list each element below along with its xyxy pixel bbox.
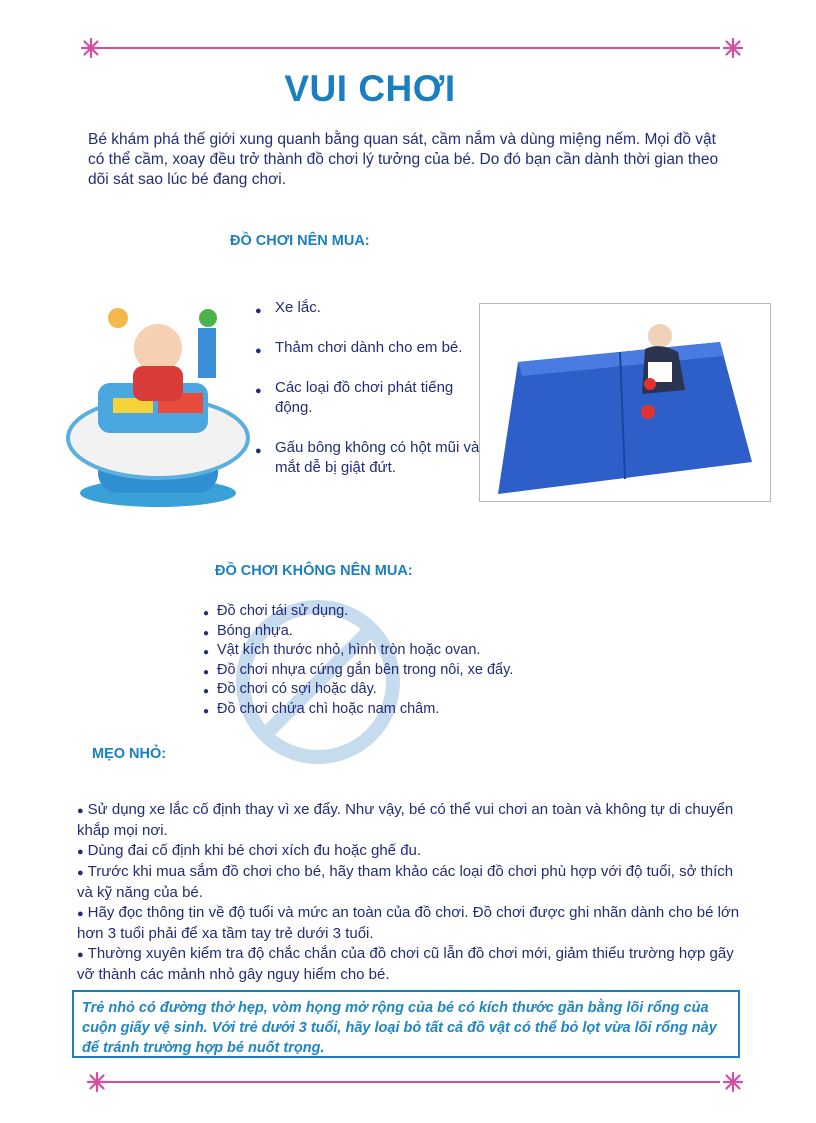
list-item: ● Xe lắc. — [255, 298, 480, 318]
flower-icon — [86, 1071, 108, 1093]
list-item: ● Đồ chơi tái sử dụng. — [203, 602, 583, 622]
list-item — [77, 862, 745, 903]
avoid-list — [203, 602, 583, 719]
list-item: ● Gấu bông không có hột mũi và mắt dễ bị giật đứt. — [255, 438, 480, 478]
list-item — [77, 841, 745, 862]
list-item — [77, 800, 745, 841]
buy-section-heading: ĐỒ CHƠI NÊN MUA: — [230, 233, 370, 249]
bottom-border-line — [103, 1081, 720, 1083]
list-item: ● Đồ chơi chứa chì hoặc nam châm. — [203, 700, 583, 720]
tip-text: Dùng đai cố định khi bé chơi xích đu hoặc ghế đu. — [87, 842, 422, 859]
list-item: ● Đồ chơi nhựa cứng gắn bên trong nôi, xe đẩy. — [203, 661, 583, 681]
play-mat-image — [479, 303, 771, 502]
bullet-icon: ● — [77, 867, 84, 879]
tip-text: Sử dụng xe lắc cố định thay vì xe đẩy. Như vậy, bé có thể vui chơi an toàn và không tự di chuyển khắp mọi nơi. — [77, 801, 734, 839]
tip-text: Trước khi mua sắm đồ chơi cho bé, hãy tham khảo các loại đồ chơi phù hợp với độ tuổi, sở thích và kỹ năng của bé. — [77, 863, 734, 901]
flower-icon — [722, 37, 744, 59]
list-item: ● Bóng nhựa. — [203, 622, 583, 642]
tips-list — [77, 800, 745, 985]
avoid-section-heading: ĐỒ CHƠI KHÔNG NÊN MUA: — [215, 563, 413, 579]
flower-icon — [722, 1071, 744, 1093]
bullet-icon: ● — [77, 805, 84, 817]
list-item: ● Vật kích thước nhỏ, hình tròn hoặc ovan. — [203, 641, 583, 661]
list-item — [77, 903, 745, 944]
list-item: ● Đồ chơi có sợi hoặc dây. — [203, 680, 583, 700]
note-box: Trẻ nhỏ có đường thở hẹp, vòm họng mở rộng của bé có kích thước gần bằng lõi rổng của cuộn giấy vệ sinh. Với trẻ dưới 3 tuổi, hãy loại bỏ tất cả đồ vật có thể bỏ lọt vừa lõi rổng này để tránh trường hợp bé nuốt trọng. — [72, 990, 740, 1058]
buy-list — [255, 298, 480, 498]
bullet-icon: ● — [77, 949, 84, 961]
tip-text: Thường xuyên kiểm tra độ chắc chắn của đồ chơi cũ lẫn đồ chơi mới, giảm thiểu trường hợp gãy vỡ thành các mảnh nhỏ gây nguy hiểm cho bé. — [77, 945, 734, 983]
baby-walker-image — [58, 288, 252, 516]
page-title: VUI CHƠI — [284, 68, 456, 109]
bullet-icon: ● — [77, 846, 84, 858]
list-item: ● Thảm chơi dành cho em bé. — [255, 338, 480, 358]
bullet-icon: ● — [77, 908, 84, 920]
tips-section-heading: MẸO NHỎ: — [92, 746, 167, 762]
top-border-line — [96, 47, 720, 49]
list-item — [77, 944, 745, 985]
flower-icon — [80, 37, 102, 59]
tip-text: Hãy đọc thông tin về độ tuổi và mức an toàn của đồ chơi. Đồ chơi được ghi nhãn dành cho bé lớn hơn 3 tuổi phải để xa tầm tay trẻ dưới 3 tuổi. — [77, 904, 740, 942]
intro-paragraph: Bé khám phá thế giới xung quanh bằng quan sát, cầm nắm và dùng miệng nếm. Mọi đồ vật có thể cầm, xoay đều trở thành đồ chơi lý tưởng của bé. Do đó bạn cần dành thời gian theo dõi sát sao lúc bé đang chơi. — [88, 131, 719, 188]
list-item: ● Các loại đồ chơi phát tiếng động. — [255, 378, 480, 418]
